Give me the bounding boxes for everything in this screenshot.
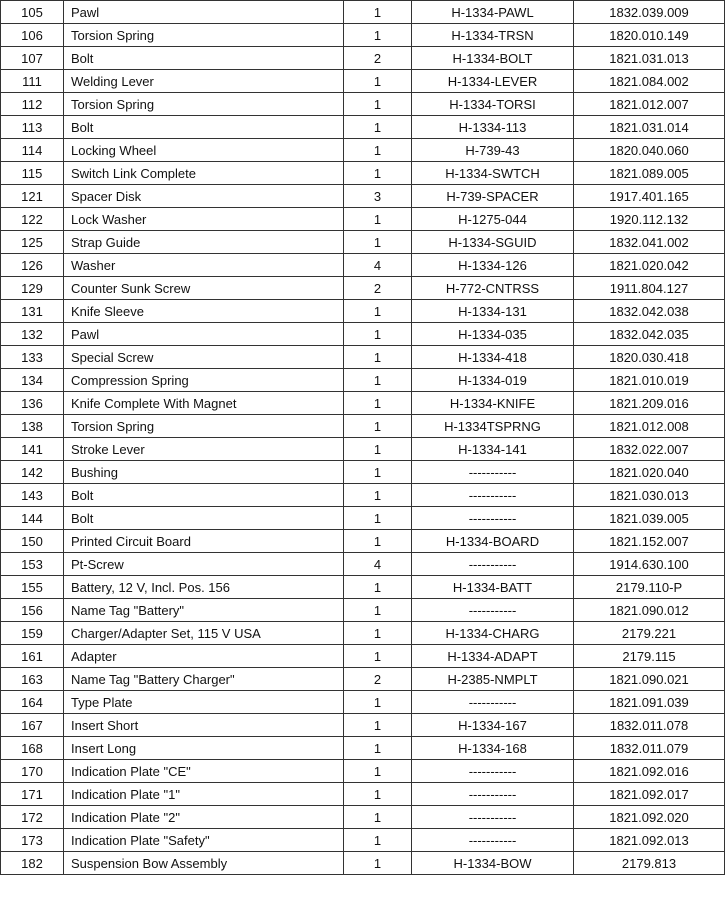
position-number: 136 (1, 392, 64, 415)
table-row (1, 829, 725, 852)
part-number: H-1334-131 (412, 300, 574, 323)
part-description: Pt-Screw (64, 553, 344, 576)
quantity: 1 (344, 116, 412, 139)
part-description: Stroke Lever (64, 438, 344, 461)
position-number: 112 (1, 93, 64, 116)
table-row (1, 392, 725, 415)
part-description: Knife Sleeve (64, 300, 344, 323)
part-number: H-1334-035 (412, 323, 574, 346)
quantity: 1 (344, 139, 412, 162)
quantity: 1 (344, 93, 412, 116)
reference-number: 1821.012.008 (574, 415, 725, 438)
position-number: 170 (1, 760, 64, 783)
quantity: 1 (344, 737, 412, 760)
part-description: Insert Long (64, 737, 344, 760)
part-number: ----------- (412, 760, 574, 783)
part-number: H-1334-PAWL (412, 1, 574, 24)
quantity: 1 (344, 484, 412, 507)
part-description: Bolt (64, 484, 344, 507)
part-description: Name Tag "Battery Charger" (64, 668, 344, 691)
part-description: Adapter (64, 645, 344, 668)
quantity: 1 (344, 208, 412, 231)
reference-number: 1820.030.418 (574, 346, 725, 369)
part-number: ----------- (412, 461, 574, 484)
reference-number: 1821.152.007 (574, 530, 725, 553)
quantity: 2 (344, 277, 412, 300)
part-description: Torsion Spring (64, 415, 344, 438)
quantity: 1 (344, 622, 412, 645)
part-number: H-1334-BOARD (412, 530, 574, 553)
part-number: H-1334-019 (412, 369, 574, 392)
table-row (1, 323, 725, 346)
quantity: 4 (344, 553, 412, 576)
reference-number: 1821.039.005 (574, 507, 725, 530)
part-description: Bolt (64, 47, 344, 70)
reference-number: 1821.092.020 (574, 806, 725, 829)
table-row (1, 599, 725, 622)
reference-number: 1832.011.079 (574, 737, 725, 760)
part-number: H-1334-TORSI (412, 93, 574, 116)
position-number: 125 (1, 231, 64, 254)
table-row (1, 369, 725, 392)
table-row (1, 47, 725, 70)
position-number: 161 (1, 645, 64, 668)
reference-number: 2179.221 (574, 622, 725, 645)
quantity: 1 (344, 415, 412, 438)
quantity: 1 (344, 530, 412, 553)
part-description: Welding Lever (64, 70, 344, 93)
position-number: 133 (1, 346, 64, 369)
reference-number: 1820.040.060 (574, 139, 725, 162)
reference-number: 1821.209.016 (574, 392, 725, 415)
part-description: Charger/Adapter Set, 115 V USA (64, 622, 344, 645)
position-number: 121 (1, 185, 64, 208)
reference-number: 1821.090.012 (574, 599, 725, 622)
reference-number: 2179.110-P (574, 576, 725, 599)
table-row (1, 277, 725, 300)
position-number: 155 (1, 576, 64, 599)
quantity: 1 (344, 70, 412, 93)
reference-number: 1832.041.002 (574, 231, 725, 254)
table-row (1, 461, 725, 484)
quantity: 1 (344, 300, 412, 323)
part-number: H-1334-ADAPT (412, 645, 574, 668)
quantity: 1 (344, 392, 412, 415)
reference-number: 1821.092.017 (574, 783, 725, 806)
reference-number: 2179.115 (574, 645, 725, 668)
quantity: 1 (344, 806, 412, 829)
table-row (1, 162, 725, 185)
position-number: 107 (1, 47, 64, 70)
quantity: 1 (344, 461, 412, 484)
part-number: H-1334-TRSN (412, 24, 574, 47)
part-description: Printed Circuit Board (64, 530, 344, 553)
reference-number: 1821.090.021 (574, 668, 725, 691)
reference-number: 1832.039.009 (574, 1, 725, 24)
quantity: 2 (344, 668, 412, 691)
part-description: Insert Short (64, 714, 344, 737)
table-row (1, 116, 725, 139)
reference-number: 1821.031.013 (574, 47, 725, 70)
part-description: Lock Washer (64, 208, 344, 231)
quantity: 1 (344, 599, 412, 622)
table-row (1, 530, 725, 553)
part-description: Spacer Disk (64, 185, 344, 208)
part-description: Bushing (64, 461, 344, 484)
table-row (1, 93, 725, 116)
part-number: H-1334-SGUID (412, 231, 574, 254)
reference-number: 1917.401.165 (574, 185, 725, 208)
part-number: H-772-CNTRSS (412, 277, 574, 300)
part-number: H-1334-KNIFE (412, 392, 574, 415)
quantity: 1 (344, 162, 412, 185)
quantity: 1 (344, 714, 412, 737)
part-number: H-1334-BOLT (412, 47, 574, 70)
part-description: Type Plate (64, 691, 344, 714)
reference-number: 1821.012.007 (574, 93, 725, 116)
position-number: 134 (1, 369, 64, 392)
part-description: Name Tag "Battery" (64, 599, 344, 622)
part-number: H-1334-LEVER (412, 70, 574, 93)
part-description: Strap Guide (64, 231, 344, 254)
table-row (1, 139, 725, 162)
position-number: 171 (1, 783, 64, 806)
part-description: Bolt (64, 507, 344, 530)
position-number: 164 (1, 691, 64, 714)
table-row (1, 1, 725, 24)
part-number: ----------- (412, 691, 574, 714)
part-number: ----------- (412, 829, 574, 852)
reference-number: 1914.630.100 (574, 553, 725, 576)
quantity: 1 (344, 369, 412, 392)
part-number: ----------- (412, 507, 574, 530)
quantity: 3 (344, 185, 412, 208)
position-number: 115 (1, 162, 64, 185)
reference-number: 1821.030.013 (574, 484, 725, 507)
position-number: 144 (1, 507, 64, 530)
position-number: 113 (1, 116, 64, 139)
position-number: 163 (1, 668, 64, 691)
position-number: 153 (1, 553, 64, 576)
reference-number: 1821.010.019 (574, 369, 725, 392)
table-row (1, 346, 725, 369)
position-number: 172 (1, 806, 64, 829)
part-number: H-2385-NMPLT (412, 668, 574, 691)
table-row (1, 622, 725, 645)
part-number: H-1334-126 (412, 254, 574, 277)
reference-number: 1832.042.038 (574, 300, 725, 323)
quantity: 2 (344, 47, 412, 70)
reference-number: 1832.042.035 (574, 323, 725, 346)
quantity: 1 (344, 783, 412, 806)
quantity: 1 (344, 24, 412, 47)
table-row (1, 737, 725, 760)
reference-number: 1821.020.040 (574, 461, 725, 484)
position-number: 138 (1, 415, 64, 438)
position-number: 111 (1, 70, 64, 93)
part-number: H-1334TSPRNG (412, 415, 574, 438)
part-number: ----------- (412, 484, 574, 507)
part-description: Indication Plate "CE" (64, 760, 344, 783)
position-number: 106 (1, 24, 64, 47)
quantity: 1 (344, 346, 412, 369)
position-number: 173 (1, 829, 64, 852)
part-number: H-1334-SWTCH (412, 162, 574, 185)
reference-number: 1911.804.127 (574, 277, 725, 300)
table-row (1, 576, 725, 599)
table-row (1, 507, 725, 530)
table-row (1, 553, 725, 576)
reference-number: 2179.813 (574, 852, 725, 875)
part-number: H-1275-044 (412, 208, 574, 231)
part-description: Switch Link Complete (64, 162, 344, 185)
position-number: 159 (1, 622, 64, 645)
part-number: H-1334-168 (412, 737, 574, 760)
part-description: Pawl (64, 323, 344, 346)
reference-number: 1832.011.078 (574, 714, 725, 737)
position-number: 143 (1, 484, 64, 507)
quantity: 1 (344, 507, 412, 530)
quantity: 1 (344, 852, 412, 875)
table-row (1, 231, 725, 254)
part-number: ----------- (412, 599, 574, 622)
quantity: 1 (344, 1, 412, 24)
part-number: ----------- (412, 553, 574, 576)
part-number: H-1334-167 (412, 714, 574, 737)
position-number: 168 (1, 737, 64, 760)
part-description: Indication Plate "1" (64, 783, 344, 806)
position-number: 141 (1, 438, 64, 461)
part-number: H-1334-CHARG (412, 622, 574, 645)
part-description: Torsion Spring (64, 93, 344, 116)
position-number: 114 (1, 139, 64, 162)
position-number: 105 (1, 1, 64, 24)
part-description: Washer (64, 254, 344, 277)
table-row (1, 300, 725, 323)
position-number: 182 (1, 852, 64, 875)
quantity: 1 (344, 645, 412, 668)
part-description: Torsion Spring (64, 24, 344, 47)
part-description: Indication Plate "Safety" (64, 829, 344, 852)
part-number: H-1334-141 (412, 438, 574, 461)
table-row (1, 645, 725, 668)
position-number: 126 (1, 254, 64, 277)
table-row (1, 852, 725, 875)
part-number: H-1334-BATT (412, 576, 574, 599)
part-number: ----------- (412, 806, 574, 829)
position-number: 129 (1, 277, 64, 300)
part-description: Special Screw (64, 346, 344, 369)
position-number: 156 (1, 599, 64, 622)
quantity: 1 (344, 829, 412, 852)
table-row (1, 760, 725, 783)
table-row (1, 783, 725, 806)
table-row (1, 691, 725, 714)
table-row (1, 254, 725, 277)
table-row (1, 415, 725, 438)
table-row (1, 438, 725, 461)
position-number: 132 (1, 323, 64, 346)
quantity: 1 (344, 576, 412, 599)
table-row (1, 70, 725, 93)
table-row (1, 185, 725, 208)
quantity: 1 (344, 231, 412, 254)
position-number: 131 (1, 300, 64, 323)
quantity: 1 (344, 760, 412, 783)
reference-number: 1821.092.016 (574, 760, 725, 783)
table-row (1, 806, 725, 829)
part-number: H-1334-113 (412, 116, 574, 139)
reference-number: 1832.022.007 (574, 438, 725, 461)
reference-number: 1820.010.149 (574, 24, 725, 47)
reference-number: 1821.092.013 (574, 829, 725, 852)
part-description: Pawl (64, 1, 344, 24)
reference-number: 1821.089.005 (574, 162, 725, 185)
part-description: Locking Wheel (64, 139, 344, 162)
part-description: Knife Complete With Magnet (64, 392, 344, 415)
reference-number: 1821.084.002 (574, 70, 725, 93)
table-row (1, 714, 725, 737)
part-description: Bolt (64, 116, 344, 139)
part-description: Battery, 12 V, Incl. Pos. 156 (64, 576, 344, 599)
position-number: 142 (1, 461, 64, 484)
table-row (1, 24, 725, 47)
table-row (1, 484, 725, 507)
reference-number: 1920.112.132 (574, 208, 725, 231)
part-description: Counter Sunk Screw (64, 277, 344, 300)
part-number: H-1334-BOW (412, 852, 574, 875)
reference-number: 1821.020.042 (574, 254, 725, 277)
quantity: 1 (344, 438, 412, 461)
part-description: Compression Spring (64, 369, 344, 392)
reference-number: 1821.031.014 (574, 116, 725, 139)
table-row (1, 668, 725, 691)
part-number: ----------- (412, 783, 574, 806)
position-number: 150 (1, 530, 64, 553)
quantity: 4 (344, 254, 412, 277)
reference-number: 1821.091.039 (574, 691, 725, 714)
table-row (1, 208, 725, 231)
part-number: H-1334-418 (412, 346, 574, 369)
position-number: 167 (1, 714, 64, 737)
quantity: 1 (344, 323, 412, 346)
quantity: 1 (344, 691, 412, 714)
part-description: Indication Plate "2" (64, 806, 344, 829)
part-number: H-739-SPACER (412, 185, 574, 208)
position-number: 122 (1, 208, 64, 231)
part-description: Suspension Bow Assembly (64, 852, 344, 875)
part-number: H-739-43 (412, 139, 574, 162)
parts-list-body (1, 1, 725, 875)
